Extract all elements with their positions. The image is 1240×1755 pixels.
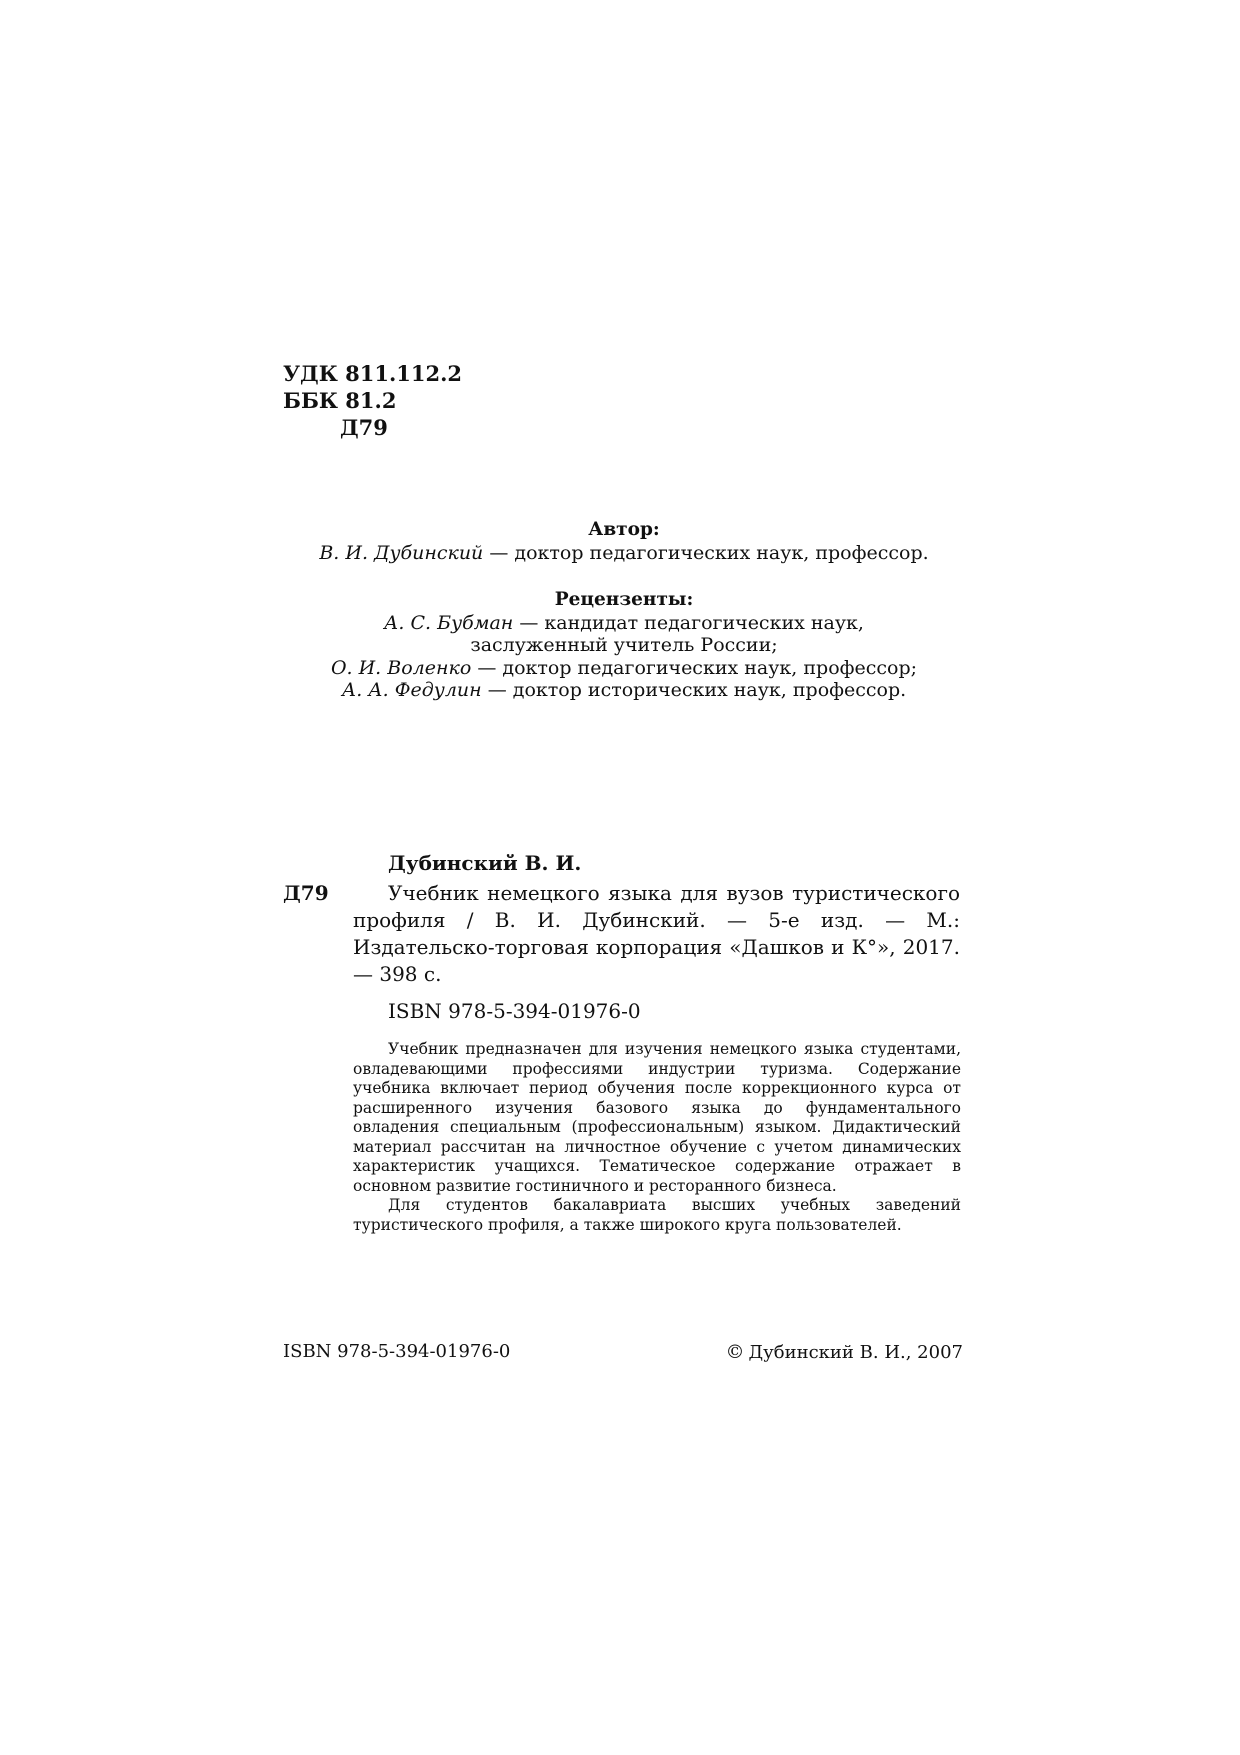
reviewer-desc: — кандидат педагогических наук, bbox=[513, 611, 864, 634]
card-bibliographic-description: Учебник немецкого языка для вузов туристического профиля / В. И. Дубинский. — 5-е изд. — М.: Издательско-торговая корпорация «Дашков и К°», 2017. — 398 с. bbox=[353, 881, 960, 986]
reviewer-desc: — доктор педагогических наук, профессор; bbox=[471, 656, 918, 679]
author-section bbox=[283, 519, 965, 564]
copyright-icon: © bbox=[725, 1341, 745, 1363]
reviewer-desc: — доктор исторических наук, профессор. bbox=[481, 679, 907, 701]
footer-copyright bbox=[726, 1340, 963, 1365]
reviewer-name: А. А. Федулин bbox=[341, 679, 482, 701]
author-name: В. И. Дубинский bbox=[319, 541, 484, 564]
copyright-text: Дубинский В. И., 2007 bbox=[748, 1342, 963, 1363]
reviewer-name: А. С. Бубман bbox=[384, 611, 514, 634]
reviewer-desc: заслуженный учитель России; bbox=[470, 634, 778, 656]
card-isbn: ISBN 978-5-394-01976-0 bbox=[388, 999, 641, 1023]
author-mark: Д79 bbox=[340, 415, 388, 440]
reviewers-section bbox=[283, 589, 965, 702]
bbk-code: ББК 81.2 bbox=[283, 388, 397, 413]
card-code: Д79 bbox=[283, 881, 329, 905]
annotation-paragraph: Для студентов бакалавриата высших учебных заведений туристического профиля, а также широкого круга пользователей. bbox=[353, 1196, 961, 1234]
annotation bbox=[353, 1040, 961, 1235]
reviewer-line bbox=[283, 679, 965, 702]
annotation-paragraph: Учебник предназначен для изучения немецкого языка студентами, овладевающими профессиями индустрии туризма. Содержание учебника включает период обучения после коррекционного курса от расширенного изучения базового языка до фундаментального овладения специальным (профессиональным) языком. Дидактический материал рассчитан на личностное обучение с учетом динамических характеристик учащихся. Тематическое содержание отражает в основном развитие гостиничного и ресторанного бизнеса. bbox=[353, 1040, 961, 1195]
reviewers-heading: Рецензенты: bbox=[554, 589, 694, 610]
udk-code: УДК 811.112.2 bbox=[283, 361, 463, 386]
footer-isbn: ISBN 978-5-394-01976-0 bbox=[283, 1341, 511, 1362]
reviewer-line bbox=[283, 634, 965, 657]
author-line bbox=[283, 542, 965, 565]
reviewer-line bbox=[283, 612, 965, 635]
card-author: Дубинский В. И. bbox=[388, 851, 582, 875]
classification-block bbox=[283, 360, 462, 441]
reviewer-line bbox=[283, 657, 965, 680]
reviewer-name: О. И. Воленко bbox=[330, 656, 472, 679]
author-heading: Автор: bbox=[588, 519, 660, 540]
author-desc: — доктор педагогических наук, профессор. bbox=[483, 541, 929, 564]
